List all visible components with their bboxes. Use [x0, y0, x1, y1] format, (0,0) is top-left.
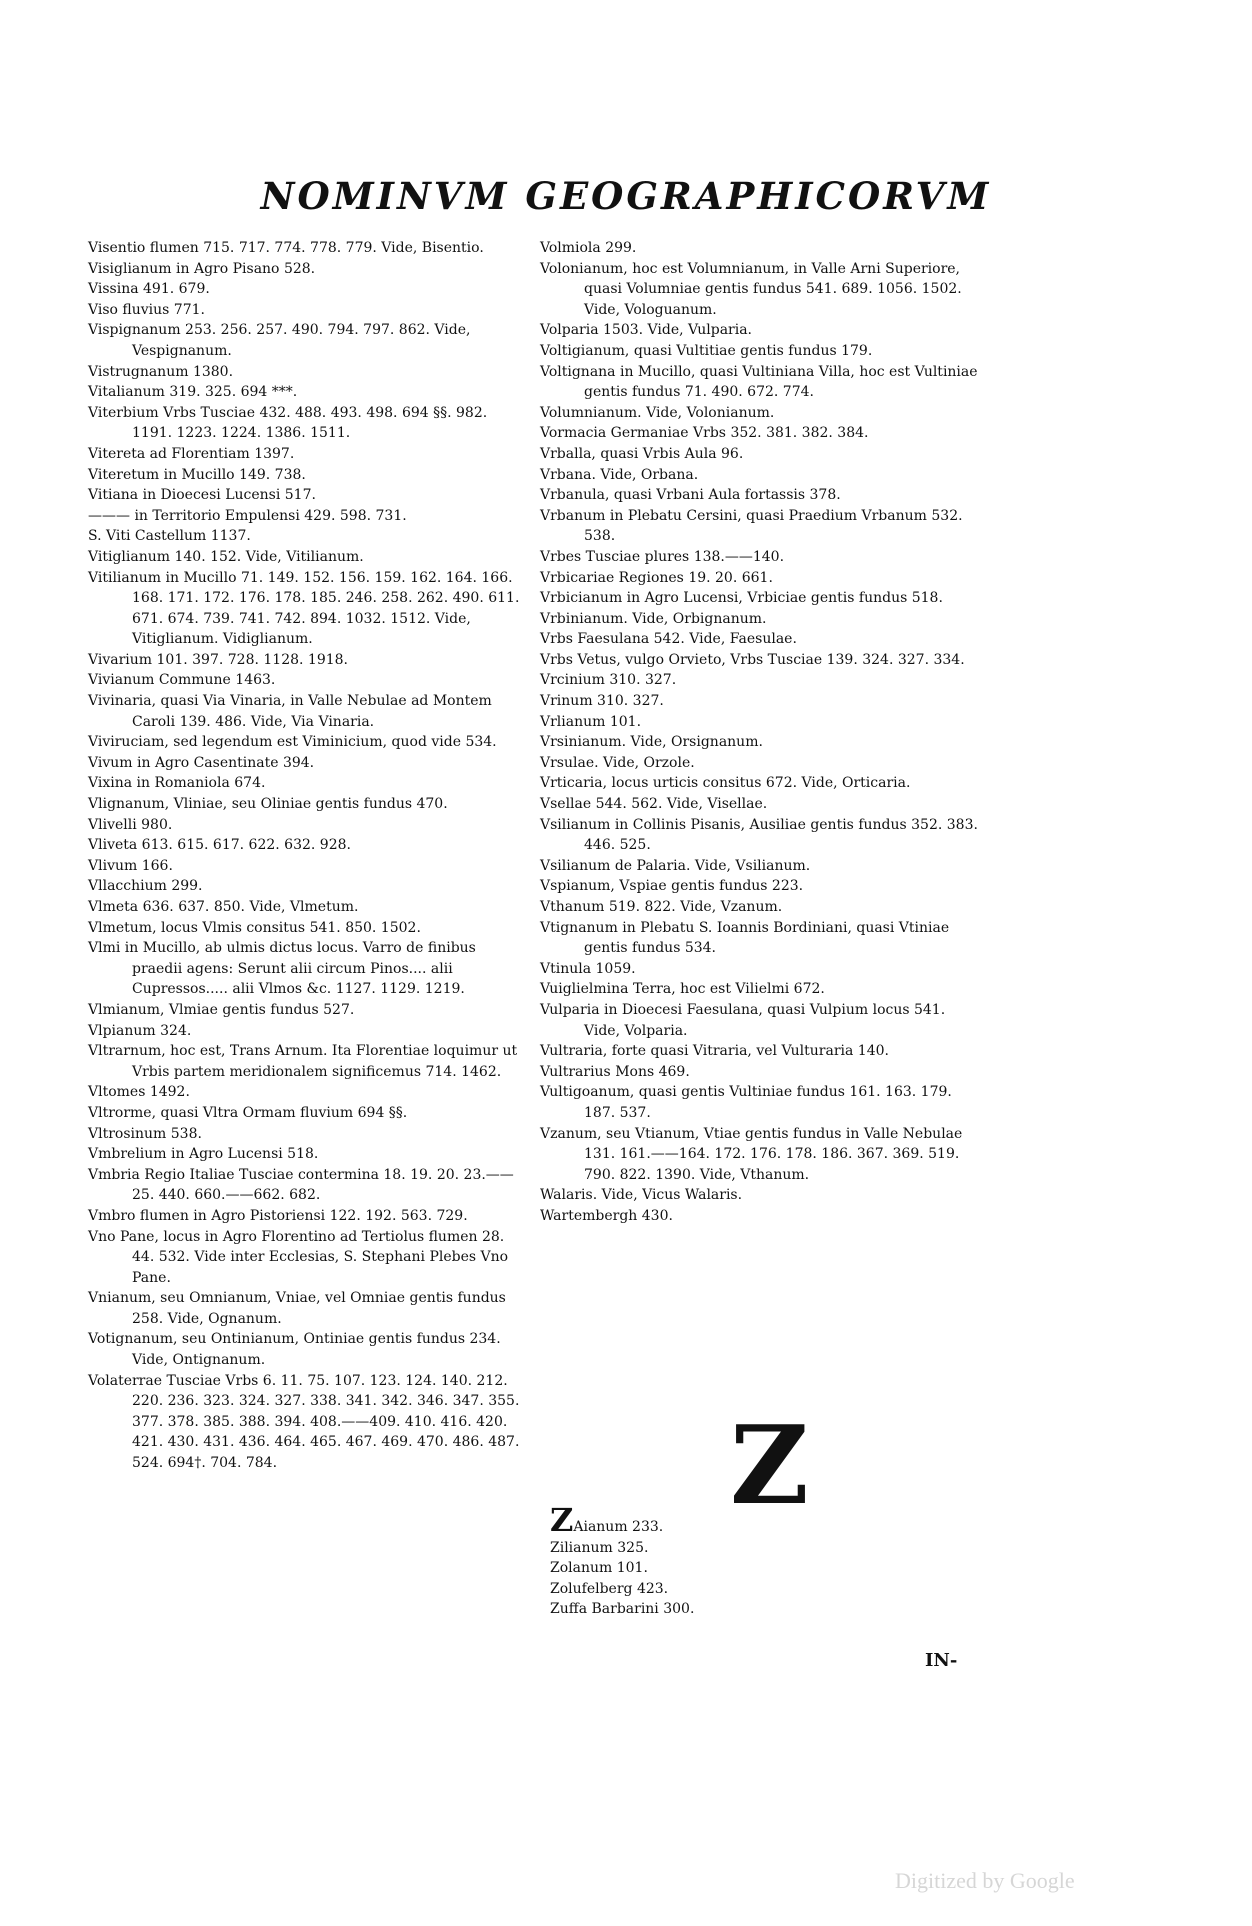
- index-entry: Vmbria Regio Italiae Tusciae contermina 18. 19. 20. 23.——25. 440. 660.——662. 682.: [88, 1166, 514, 1204]
- index-entry: Vsilianum de Palaria. Vide, Vsilianum.: [540, 857, 811, 874]
- index-entry: Vispignanum 253. 256. 257. 490. 794. 797. 862. Vide, Vespignanum.: [88, 322, 471, 359]
- index-entry: Vltrosinum 538.: [88, 1125, 202, 1142]
- index-entry: Vthanum 519. 822. Vide, Vzanum.: [540, 899, 783, 915]
- index-entry: Zilianum 325.: [550, 1539, 649, 1556]
- left-column: [88, 238, 528, 1474]
- index-entry: Vultrarius Mons 469.: [540, 1063, 690, 1080]
- index-entry: Vrcinium 310. 327.: [540, 672, 677, 689]
- index-entry: Zolufelberg 423.: [550, 1580, 669, 1597]
- index-entry: Vmbrelium in Agro Lucensi 518.: [88, 1146, 319, 1163]
- index-entry: Vrbanum in Plebatu Cersini, quasi Praedium Vrbanum 532. 538.: [540, 507, 963, 545]
- index-entry: Vliveta 613. 615. 617. 622. 632. 928.: [88, 837, 351, 854]
- index-entry: Wartembergh 430.: [540, 1207, 673, 1224]
- index-entry: Vistrugnanum 1380.: [88, 363, 234, 380]
- index-entry: Vlmeta 636. 637. 850. Vide, Vlmetum.: [88, 899, 359, 915]
- index-entry: Vrballa, quasi Vrbis Aula 96.: [540, 445, 744, 462]
- index-entry: Viso fluvius 771.: [88, 301, 205, 318]
- index-entry: Vlivelli 980.: [88, 816, 173, 833]
- index-entry: Volaterrae Tusciae Vrbs 6. 11. 75. 107. 123. 124. 140. 212. 220. 236. 323. 324. 327. 338. 341. 342. 346. 347. 355. 377. 378. 385. 388. 394. 408.——409. 410. 416. 420. 421. 430. 431. 436. 464. 465. 467. 469. 470. 486. 487. 524. 694†. 704. 784.: [88, 1372, 520, 1472]
- index-entry: Viteretum in Mucillo 149. 738.: [88, 466, 306, 483]
- index-entry: Vrbinianum. Vide, Orbignanum.: [540, 610, 767, 627]
- index-entry: Vtinula 1059.: [540, 960, 636, 977]
- index-entry: Vlmianum, Vlmiae gentis fundus 527.: [88, 1001, 355, 1018]
- index-entry: Votignanum, seu Ontinianum, Ontiniae gentis fundus 234. Vide, Ontignanum.: [88, 1331, 501, 1369]
- index-entry: Vllacchium 299.: [88, 878, 203, 895]
- index-entry: Vlmetum, locus Vlmis consitus 541. 850. 1502.: [88, 919, 421, 936]
- index-entry: Vitereta ad Florentiam 1397.: [88, 445, 295, 462]
- index-entry: Walaris. Vide, Vicus Walaris.: [540, 1187, 743, 1204]
- section-letter-z: Z: [730, 1403, 809, 1529]
- index-entry: Visiglianum in Agro Pisano 528.: [88, 260, 316, 277]
- right-column: [540, 238, 980, 1227]
- index-entry: Vitiglianum 140. 152. Vide, Vitilianum.: [88, 548, 364, 565]
- index-entry: Vno Pane, locus in Agro Florentino ad Tertiolus flumen 28. 44. 532. Vide inter Ecclesias, S. Stephani Plebes Vno Pane.: [88, 1228, 509, 1286]
- index-entry: ——— in Territorio Empulensi 429. 598. 731.: [88, 507, 407, 524]
- index-entry: Vtignanum in Plebatu S. Ioannis Bordiniani, quasi Vtiniae gentis fundus 534.: [540, 919, 950, 957]
- index-entry: Voltignana in Mucillo, quasi Vultiniana Villa, hoc est Vultiniae gentis fundus 71. 490. 672. 774.: [540, 363, 978, 401]
- index-entry: Vrbs Vetus, vulgo Orvieto, Vrbs Tusciae 139. 324. 327. 334.: [540, 651, 965, 668]
- index-entry: Vultigoanum, quasi gentis Vultiniae fundus 161. 163. 179. 187. 537.: [540, 1084, 952, 1121]
- index-entry: Vltrarnum, hoc est, Trans Arnum. Ita Florentiae loquimur ut Vrbis partem meridionalem significemus 714. 1462.: [88, 1043, 518, 1080]
- index-entry: Vormacia Germaniae Vrbs 352. 381. 382. 384.: [540, 425, 869, 442]
- index-entry: Vulparia in Dioecesi Faesulana, quasi Vulpium locus 541. Vide, Volparia.: [540, 1001, 946, 1039]
- index-entry: Vlpianum 324.: [88, 1022, 192, 1039]
- index-entry: Volonianum, hoc est Volumnianum, in Valle Arni Superiore, quasi Volumniae gentis fundus 541. 689. 1056. 1502. Vide, Vologuanum.: [540, 260, 962, 318]
- index-entry: Viviruciam, sed legendum est Viminicium, quod vide 534.: [88, 734, 497, 751]
- index-entry: Vivarium 101. 397. 728. 1128. 1918.: [88, 651, 348, 668]
- index-entry: Vitalianum 319. 325. 694 ***.: [88, 384, 298, 401]
- index-entry: Zuffa Barbarini 300.: [550, 1601, 695, 1618]
- index-entry: Vspianum, Vspiae gentis fundus 223.: [540, 878, 804, 895]
- index-entry: ZAianum 233.: [550, 1501, 664, 1539]
- index-entry: Vivum in Agro Casentinate 394.: [88, 754, 315, 771]
- index-entry: Vixina in Romaniola 674.: [88, 775, 266, 792]
- index-entry: Vitiana in Dioecesi Lucensi 517.: [88, 487, 316, 504]
- index-entry: Vrinum 310. 327.: [540, 693, 664, 710]
- index-entry: S. Viti Castellum 1137.: [88, 528, 251, 545]
- index-entry: Vrbanula, quasi Vrbani Aula fortassis 378.: [540, 487, 841, 504]
- index-entry: Vultraria, forte quasi Vitraria, vel Vulturaria 140.: [540, 1043, 889, 1060]
- index-entry: Vrticaria, locus urticis consitus 672. Vide, Orticaria.: [540, 775, 911, 792]
- index-entry: Vrbana. Vide, Orbana.: [540, 466, 699, 483]
- index-entry: Volmiola 299.: [540, 240, 637, 256]
- index-entry: Vrlianum 101.: [540, 713, 642, 730]
- index-entry: Vrbicariae Regiones 19. 20. 661.: [540, 569, 773, 586]
- index-entry: Vlmi in Mucillo, ab ulmis dictus locus. Varro de finibus praedii agens: Serunt alii circum Pinos.... alii Cupressos..... alii Vlmos &c. 1127. 1129. 1219.: [88, 940, 476, 998]
- z-entries: [550, 1501, 695, 1620]
- index-entry: Vlignanum, Vliniae, seu Oliniae gentis fundus 470.: [88, 796, 448, 813]
- index-entry: Vivianum Commune 1463.: [88, 672, 276, 689]
- index-entry: Vzanum, seu Vtianum, Vtiae gentis fundus in Valle Nebulae 131. 161.——164. 172. 176. 178. 186. 367. 369. 519. 790. 822. 1390. Vide, Vthanum.: [540, 1125, 963, 1183]
- index-entry: Vuiglielmina Terra, hoc est Vilielmi 672.: [540, 981, 825, 998]
- index-entry: Viterbium Vrbs Tusciae 432. 488. 493. 498. 694 §§. 982. 1191. 1223. 1224. 1386. 1511.: [88, 404, 488, 442]
- index-entry: Vrsulae. Vide, Orzole.: [540, 754, 695, 771]
- index-entry: Volparia 1503. Vide, Vulparia.: [540, 322, 753, 339]
- index-entry: Vnianum, seu Omnianum, Vniae, vel Omniae gentis fundus 258. Vide, Ognanum.: [88, 1290, 506, 1327]
- index-entry: Vrbicianum in Agro Lucensi, Vrbiciae gentis fundus 518.: [540, 590, 943, 607]
- index-entry: Vltomes 1492.: [88, 1084, 190, 1101]
- index-entry: Voltigianum, quasi Vultitiae gentis fundus 179.: [540, 342, 873, 359]
- index-entry: Vivinaria, quasi Via Vinaria, in Valle Nebulae ad Montem Caroli 139. 486. Vide, Via Vinaria.: [88, 693, 492, 730]
- index-entry: Vsellae 544. 562. Vide, Visellae.: [540, 796, 768, 813]
- index-entry: Vrbs Faesulana 542. Vide, Faesulae.: [540, 631, 797, 648]
- index-entry: Vrbes Tusciae plures 138.——140.: [540, 548, 785, 565]
- index-entry: Vlivum 166.: [88, 857, 173, 874]
- index-entry: Zolanum 101.: [550, 1560, 648, 1577]
- index-entry: Vrsinianum. Vide, Orsignanum.: [540, 734, 763, 751]
- index-entry: Vissina 491. 679.: [88, 281, 210, 298]
- index-entry: Visentio flumen 715. 717. 774. 778. 779. Vide, Bisentio.: [88, 240, 484, 256]
- catchword: IN-: [925, 1650, 958, 1671]
- page-title: NOMINVM GEOGRAPHICORVM: [260, 174, 992, 218]
- index-entry: Vmbro flumen in Agro Pistoriensi 122. 192. 563. 729.: [88, 1207, 468, 1224]
- google-watermark: Digitized by Google: [895, 1868, 1075, 1893]
- index-entry: Vsilianum in Collinis Pisanis, Ausiliae gentis fundus 352. 383. 446. 525.: [540, 816, 978, 854]
- index-entry: Vitilianum in Mucillo 71. 149. 152. 156. 159. 162. 164. 166. 168. 171. 172. 176. 178. 185. 246. 258. 262. 490. 611. 671. 674. 739. 741. 742. 894. 1032. 1512. Vide, Vitiglianum. Vidiglianum.: [88, 569, 520, 648]
- index-entry: Volumnianum. Vide, Volonianum.: [540, 404, 775, 421]
- index-entry: Vltrorme, quasi Vltra Ormam fluvium 694 §§.: [88, 1104, 408, 1121]
